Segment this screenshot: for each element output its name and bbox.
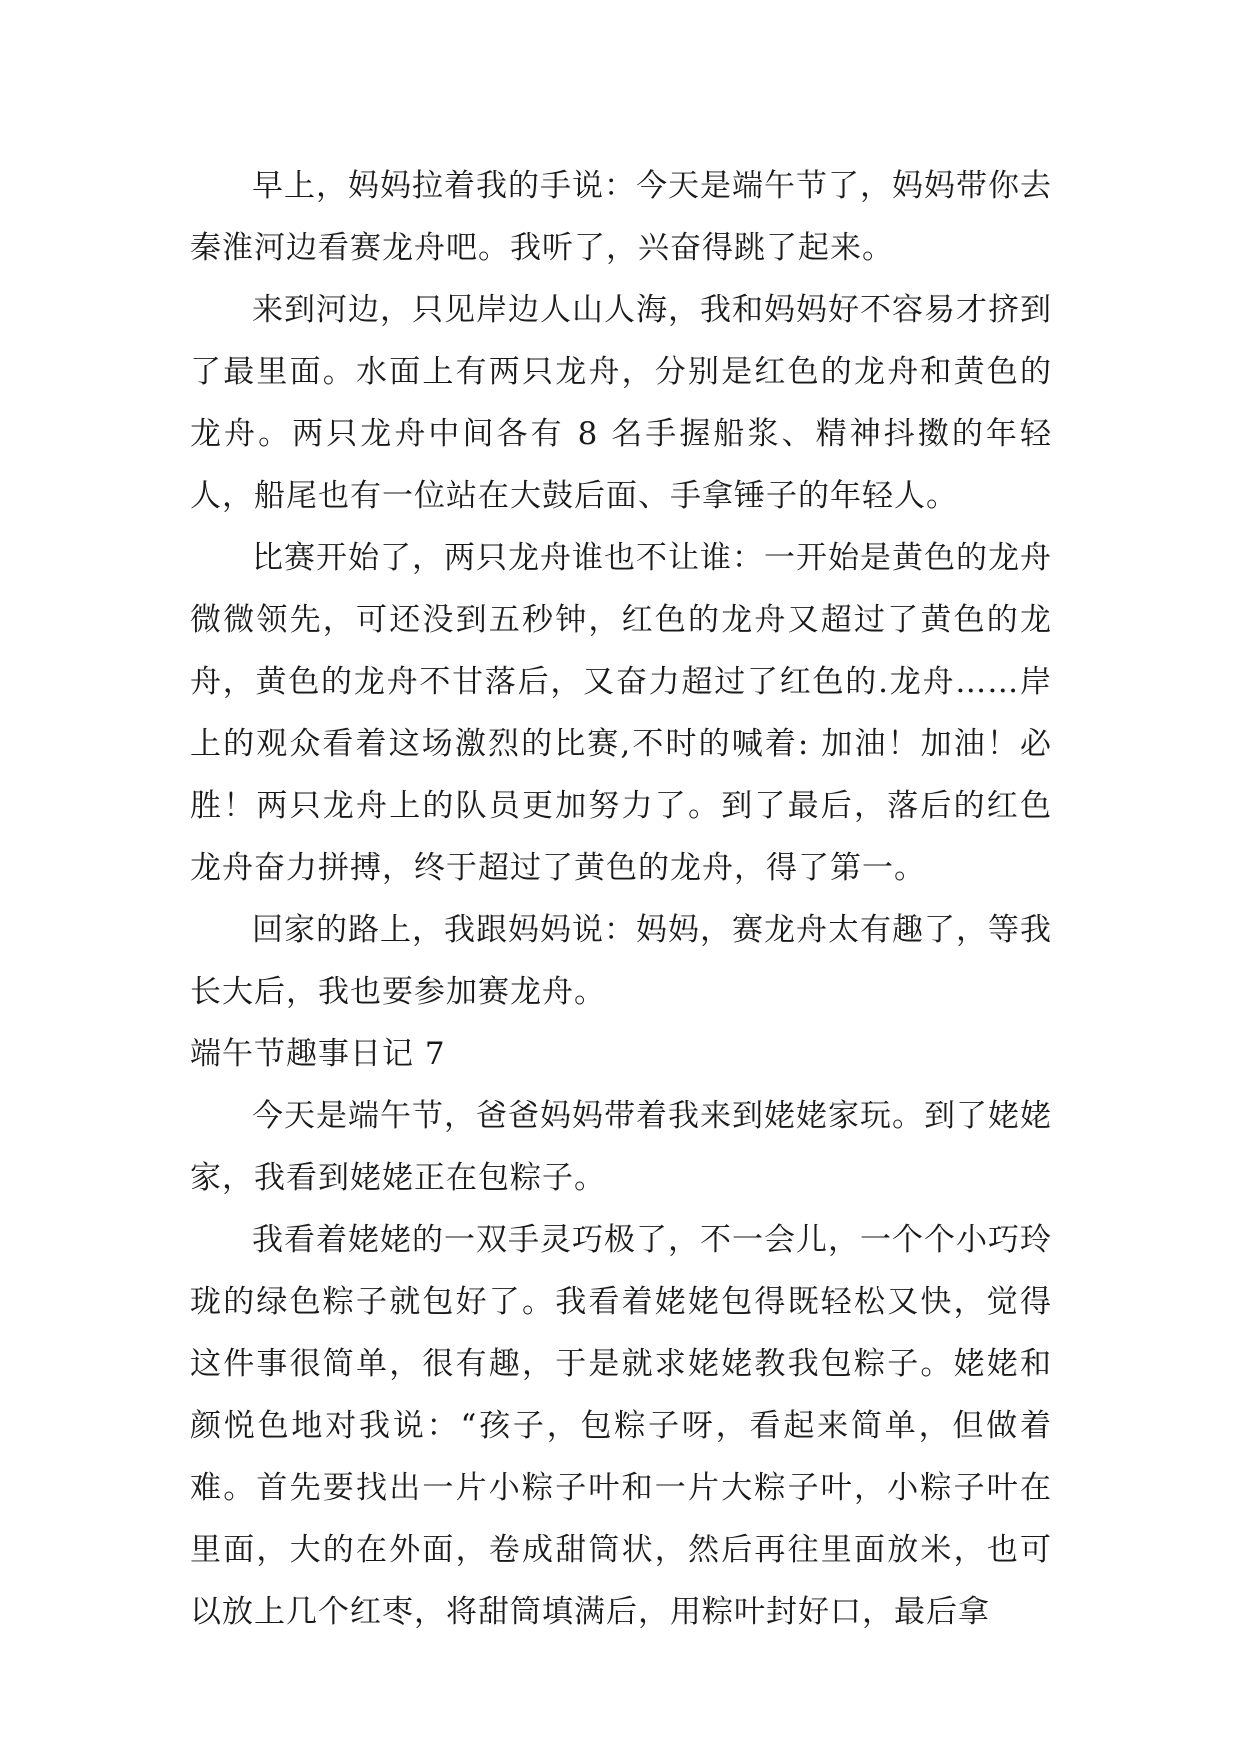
paragraph-grandma-house: 今天是端午节，爸爸妈妈带着我来到姥姥家玩。到了姥姥家，我看到姥姥正在包粽子。: [190, 1098, 1052, 1196]
paragraph-morning: 早上，妈妈拉着我的手说：今天是端午节了，妈妈带你去秦淮河边看赛龙舟吧。我听了，兴奋得跳了起来。: [190, 168, 1052, 266]
paragraph-riverside: 来到河边，只见岸边人山人海，我和妈妈好不容易才挤到了最里面。水面上有两只龙舟，分别是红色的龙舟和黄色的龙舟。两只龙舟中间各有 8 名手握船浆、精神抖擞的年轻人，船尾也有一位站在大鼓后面、手拿锤子的年轻人。: [190, 292, 1052, 514]
paragraph-race: 比赛开始了，两只龙舟谁也不让谁：一开始是黄色的龙舟微微领先，可还没到五秒钟，红色的龙舟又超过了黄色的龙舟，黄色的龙舟不甘落后，又奋力超过了红色的.龙舟……岸上的观众看着这场激烈的比赛,不时的喊着: 加油！加油！必胜！两只龙舟上的队员更加努力了。到了最后，落后的红色龙舟奋力拼搏，终于超过了黄色的龙舟，得了第一。: [190, 540, 1052, 886]
paragraph-way-home: 回家的路上，我跟妈妈说：妈妈，赛龙舟太有趣了，等我长大后，我也要参加赛龙舟。: [190, 912, 1052, 1010]
paragraph-making-zongzi: 我看着姥姥的一双手灵巧极了，不一会儿，一个个小巧玲珑的绿色粽子就包好了。我看着姥姥包得既轻松又快，觉得这件事很简单，很有趣，于是就求姥姥教我包粽子。姥姥和颜悦色地对我说：“孩子，包粽子呀，看起来简单，但做着难。首先要找出一片小粽子叶和一片大粽子叶，小粽子叶在里面，大的在外面，卷成甜筒状，然后再往里面放米，也可以放上几个红枣，将甜筒填满后，用粽叶封好口，最后拿: [190, 1222, 1052, 1630]
section-title: 端午节趣事日记 7: [190, 1036, 446, 1072]
document-page: [190, 155, 1052, 1643]
